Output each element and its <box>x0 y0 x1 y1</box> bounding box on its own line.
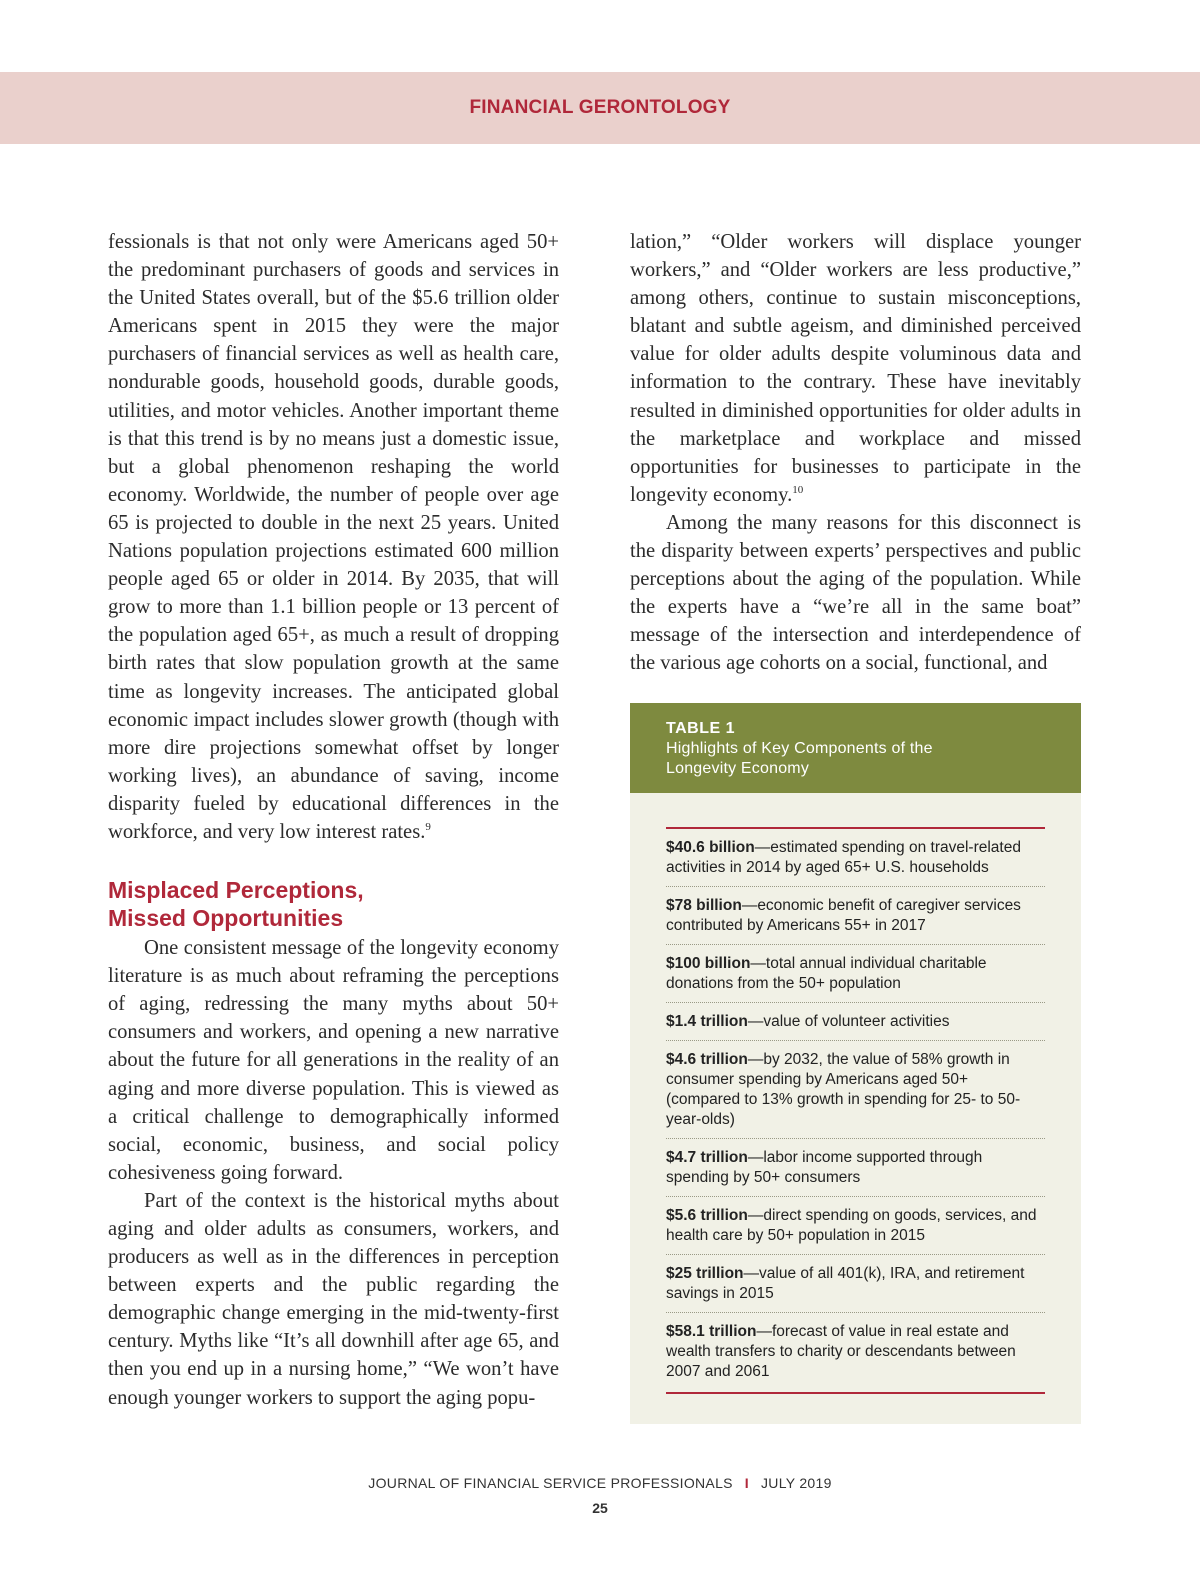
table-item-description: —economic benefit of caregiver services contributed by Americans 55+ in 2017 <box>666 897 1021 934</box>
body-paragraph <box>630 228 1081 509</box>
table-item <box>666 1255 1045 1313</box>
page-number: 25 <box>592 1500 608 1516</box>
table-item-description: —by 2032, the value of 58% growth in consumer spending by Americans aged 50+ (compared to 13% growth in spending for 25- to 50-year-olds) <box>666 1051 1021 1128</box>
body-paragraph: One consistent message of the longevity economy literature is as much about reframing the perceptions of aging, redressing the many myths about 50+ consumers and workers, and opening a new narrative about the future for all generations in the reality of an aging and more diverse population. This is viewed as a critical challenge to demographically informed social, economic, business, and social policy cohesiveness going forward. <box>108 937 559 1184</box>
table-item-description: —total annual individual charitable donations from the 50+ population <box>666 955 987 992</box>
table-item <box>666 1003 1045 1041</box>
table-caption-line: Longevity Economy <box>666 760 810 777</box>
table-1-sidebar <box>630 703 1081 1424</box>
table-item-description: —forecast of value in real estate and wealth transfers to charity or descendants between 2007 and 2061 <box>666 1323 1016 1380</box>
table-item <box>666 1139 1045 1197</box>
footnote-marker: 9 <box>425 821 431 834</box>
table-item-description: —direct spending on goods, services, and health care by 50+ population in 2015 <box>666 1207 1037 1244</box>
running-header-title: FINANCIAL GERONTOLOGY <box>469 97 731 118</box>
section-heading-line: Misplaced Perceptions, <box>108 877 364 904</box>
body-paragraph <box>108 228 559 846</box>
left-column <box>108 228 559 1412</box>
table-item-amount: $4.7 trillion <box>666 1149 748 1166</box>
table-item <box>666 1197 1045 1255</box>
table-list <box>666 827 1045 1394</box>
table-item-amount: $4.6 trillion <box>666 1051 748 1068</box>
table-label: TABLE 1 <box>666 720 735 737</box>
footer-separator: I <box>744 1475 749 1491</box>
table-item-amount: $25 trillion <box>666 1265 744 1282</box>
footnote-marker: 10 <box>792 483 804 496</box>
table-item-amount: $100 billion <box>666 955 751 972</box>
right-column <box>630 228 1081 678</box>
paragraph-text: fessionals is that not only were Americans aged 50+ the predominant purchasers of goods and services in the United States overall, but of the $5.6 trillion older Americans spent in 2015 they were the major purchasers of financial services as well as health care, nondurable goods, household goods, durable goods, utilities, and motor vehicles. Another important theme is that this trend is by no means just a domestic issue, but a global phenomenon reshaping the world economy. Worldwide, the number of people over age 65 is projected to double in the next 25 years. United Nations population projections estimated 600 million people aged 65 or older in 2014. By 2035, that will grow to more than 1.1 billion people or 13 percent of the population aged 65+, as much a result of dropping birth rates that slow population growth at the same time as longevity increases. The anticipated global economic impact includes slower growth (though with more dire projections somewhat offset by longer working lives), an abundance of saving, income disparity fueled by educational differences in the workforce, and very low interest rates. <box>108 231 559 843</box>
running-header-band <box>0 72 1200 144</box>
table-item <box>666 1041 1045 1139</box>
table-item-amount: $40.6 billion <box>666 839 755 856</box>
table-item-description: —labor income supported through spending by 50+ consumers <box>666 1149 983 1186</box>
table-item-description: —value of volunteer activities <box>747 1013 950 1030</box>
table-item-description: —value of all 401(k), IRA, and retirement savings in 2015 <box>666 1265 1025 1302</box>
table-item <box>666 887 1045 945</box>
table-caption-line: Highlights of Key Components of the <box>666 740 933 757</box>
body-paragraph: Among the many reasons for this disconnect is the disparity between experts’ perspectives and public perceptions about the aging of the population. While the experts have a “we’re all in the same boat” message of the intersection and interdependence of the various age cohorts on a social, functional, and <box>630 511 1081 675</box>
table-item <box>666 1313 1045 1392</box>
table-item-description: —estimated spending on travel-related activities in 2014 by aged 65+ U.S. households <box>666 839 1021 876</box>
issue-date: JULY 2019 <box>761 1475 832 1491</box>
table-item <box>666 945 1045 1003</box>
table-item-amount: $1.4 trillion <box>666 1013 748 1030</box>
table-item-amount: $5.6 trillion <box>666 1207 748 1224</box>
section-heading-line: Missed Opportunities <box>108 905 344 932</box>
table-item-amount: $78 billion <box>666 897 742 914</box>
page-footer <box>0 1475 1200 1491</box>
table-item <box>666 829 1045 887</box>
table-header <box>630 703 1081 793</box>
table-item-amount: $58.1 trillion <box>666 1323 757 1340</box>
section-heading <box>108 876 559 932</box>
paragraph-text: lation,” “Older workers will displace younger workers,” and “Older workers are less productive,” among others, continue to sustain misconceptions, blatant and subtle ageism, and diminished perceived value for older adults despite voluminous data and information to the contrary. These have inevitably resulted in diminished opportunities for older adults in the marketplace and workplace and missed opportunities for businesses to participate in the longevity economy. <box>630 231 1081 506</box>
journal-name: JOURNAL OF FINANCIAL SERVICE PROFESSIONALS <box>368 1475 733 1491</box>
body-paragraph: Part of the context is the historical myths about aging and older adults as consumers, workers, and producers as well as in the differences in perception between experts and the public regarding the demographic change emerging in the mid-twenty-first century. Myths like “It’s all downhill after age 65, and then you end up in a nursing home,” “We won’t have enough younger workers to support the aging popu- <box>108 1189 559 1409</box>
